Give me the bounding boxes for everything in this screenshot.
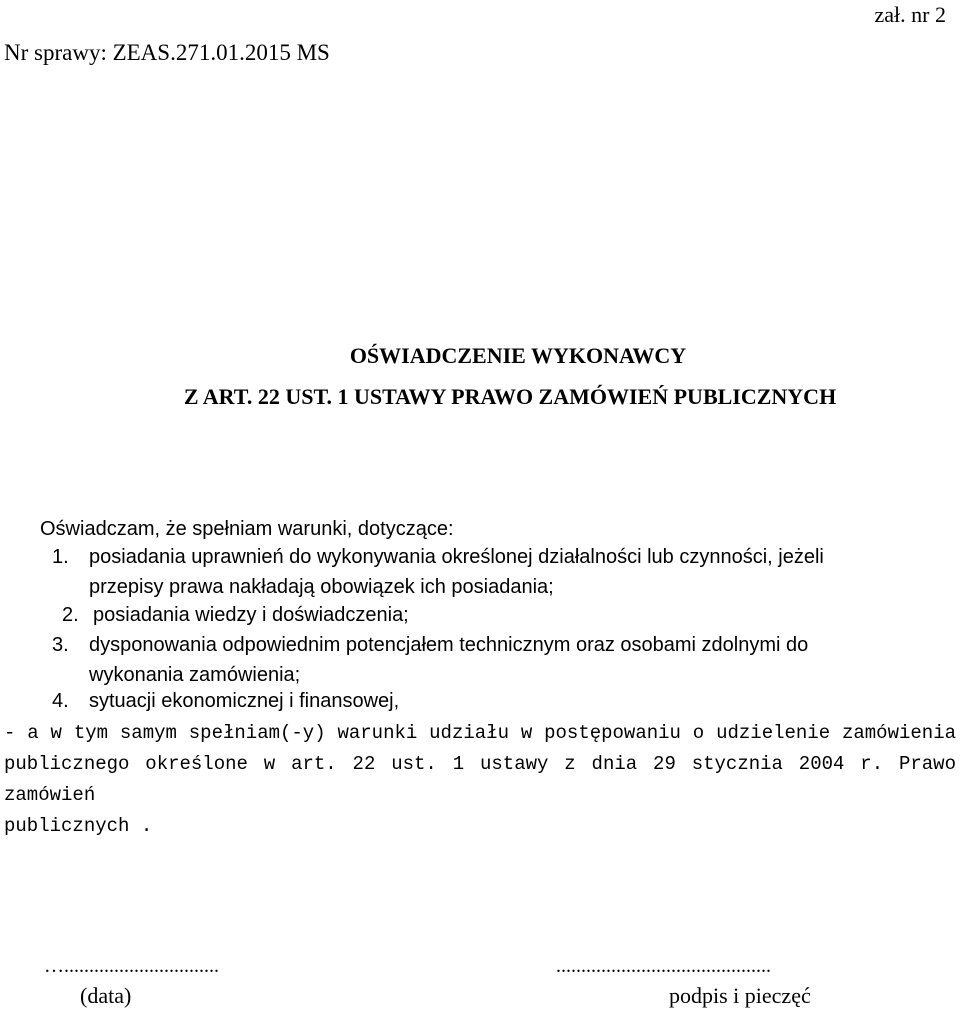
list-item-number: 4. <box>52 690 69 712</box>
statement-conclusion-text: - a w tym samym spełniam(-y) warunki udziału w postępowaniu o udzielenie zamówienia publicznego określone w art. 22 ust. 1 ustawy z dnia 29 stycznia 2004 r. Prawo zamówień <box>4 722 956 806</box>
document-title: OŚWIADCZENIE WYKONAWCY <box>349 343 687 368</box>
attachment-number: zał. nr 2 <box>874 2 946 27</box>
list-item-text: posiadania wiedzy i doświadczenia; <box>93 604 409 626</box>
list-item-text: sytuacji ekonomicznej i finansowej, <box>89 690 400 712</box>
statement-conclusion-end: publicznych . <box>4 815 153 837</box>
statement-conclusion <box>4 718 956 842</box>
signature-label: podpis i pieczęć <box>669 983 811 1008</box>
list-item-number: 1. <box>52 546 69 568</box>
list-item <box>0 604 960 634</box>
list-item <box>0 634 960 694</box>
list-item-number: 2. <box>62 604 79 626</box>
list-item-text: wykonania zamówienia; <box>89 664 301 686</box>
list-item-number: 3. <box>52 634 69 656</box>
case-number: Nr sprawy: ZEAS.271.01.2015 MS <box>4 40 330 65</box>
document-subtitle: Z ART. 22 UST. 1 USTAWY PRAWO ZAMÓWIEŃ PUBLICZNYCH <box>183 384 837 409</box>
sign-signature-line: ........................................... <box>556 955 771 977</box>
date-label: (data) <box>80 983 132 1008</box>
list-item-text: przepisy prawa nakładają obowiązek ich posiadania; <box>89 576 554 598</box>
list-item-text: posiadania uprawnień do wykonywania określonej działalności lub czynności, jeżeli <box>89 546 824 568</box>
statement-intro: Oświadczam, że spełniam warunki, dotyczące: <box>40 518 454 540</box>
date-signature-line: …............................... <box>44 955 219 977</box>
list-item <box>0 690 960 720</box>
list-item-text: dysponowania odpowiednim potencjałem technicznym oraz osobami zdolnymi do <box>89 634 809 656</box>
list-item <box>0 546 960 606</box>
